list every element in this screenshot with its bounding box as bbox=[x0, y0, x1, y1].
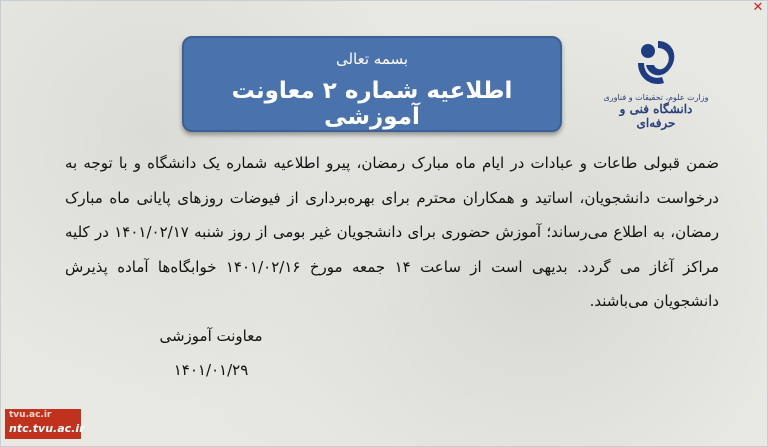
close-icon[interactable]: ✕ bbox=[752, 0, 764, 15]
title-basmala: بسمه تعالی bbox=[335, 50, 409, 68]
signature-office: معاونت آموزشی bbox=[159, 327, 263, 345]
logo-ministry-text: وزارت علوم، تحقیقات و فناوری bbox=[603, 93, 709, 102]
page-title: اطلاعیه شماره ۲ معاونت آموزشی bbox=[231, 78, 513, 130]
logo-university-text: دانشگاه فنی و حرفه‌ای bbox=[619, 102, 693, 130]
announcement-body: ضمن قبولی طاعات و عبادات در ایام ماه مبارک رمضان، پیرو اطلاعیه شماره یک دانشگاه و با توجه به درخواست دانشجویان، اساتید و همکاران محترم برای بهره‌برداری از فیوضات روزهای پایانی ماه مبارک رمضان، به اطلاع می‌رساند؛ آموزش حضوری برای دانشجویان غیر بومی از روز شنبه ۱۴۰۱/۰۲/۱۷ در کلیه مراکز آغاز می گردد. بدیهی است از ساعت ۱۴ جمعه مورخ ۱۴۰۱/۰۲/۱۶ خوابگاه‌ها آماده پذیرش دانشجویان می‌باشند. bbox=[65, 154, 720, 310]
university-logo bbox=[601, 35, 711, 135]
footer-small-link[interactable]: tvu.ac.ir bbox=[9, 410, 52, 420]
university-emblem-icon bbox=[628, 35, 684, 91]
signature-date: ۱۴۰۱/۰۱/۲۹ bbox=[173, 361, 249, 379]
footer-main-link[interactable]: ntc.tvu.ac.ir bbox=[9, 422, 85, 435]
signature-block bbox=[141, 319, 281, 387]
site-footer-badge[interactable] bbox=[5, 409, 85, 439]
title-banner bbox=[182, 36, 562, 132]
